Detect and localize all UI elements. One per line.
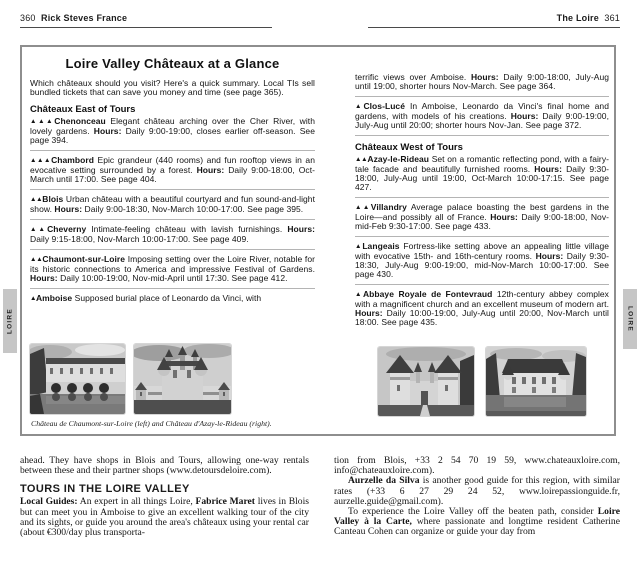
entry-name: Azay-le-Rideau [367, 154, 430, 164]
entry-name: Blois [42, 194, 64, 204]
entry-chambord [30, 156, 315, 184]
hours-label: Hours: [470, 72, 499, 82]
entry-name: Amboise [35, 293, 73, 303]
entry-clos-luce [355, 102, 609, 130]
entry-langeais [355, 242, 609, 279]
rating-triangles: ▲▲ [355, 204, 371, 211]
paragraph-loire-a-la-carte: To experience the Loire Valley off the beaten path, consider Loire Valley à la Carte, where passionate and longtime resident Catherine Canteau Cohen can organize or guide your day from [334, 506, 620, 538]
chateau-photo-round-towers [378, 347, 474, 416]
rating-triangles: ▲ [355, 103, 364, 110]
entry-hours: Daily 9:30-18:30, July-Aug 9:00-19:00, mid-Nov-March 10:00-17:00. See page 430. [355, 251, 609, 279]
rating-triangles: ▲▲▲ [30, 157, 52, 164]
paragraph-rental-shops: ahead. They have shops in Blois and Tours, allowing one-way rentals between these and their partner shops (www.detoursdeloire.com). [20, 455, 309, 477]
rating-triangles: ▲ [355, 291, 363, 298]
hours-label: Hours: [196, 165, 225, 175]
divider [30, 249, 315, 250]
margin-tab-loire-right: LOIRE [623, 289, 637, 349]
entry-desc: Supposed burial place of Leonardo da Vinci, with [74, 293, 262, 303]
run-aurzelle-da-silva: Aurzelle da Silva [348, 475, 420, 487]
entry-villandry [355, 203, 609, 231]
divider [355, 236, 609, 237]
entry-blois [30, 195, 315, 214]
paragraph-local-guides: Local Guides: An expert in all things Loire, Fabrice Maret lives in Blois but can meet you in Amboise to give an excellent walking tour of the city and its sights, or guide you around the area's châteaux using your rental car (about €300/day plus transporta- [20, 496, 309, 539]
rating-triangles: ▲▲ [30, 256, 43, 263]
hours-label: Hours: [535, 251, 564, 261]
hours-label: Hours: [510, 111, 539, 121]
divider [30, 288, 315, 289]
entry-amboise [30, 294, 315, 304]
hours-label: Hours: [355, 308, 383, 318]
body-column-right [334, 456, 620, 538]
entry-hours: Daily 10:00-19:00, July-Aug until 20:00, Nov-March until 18:00. See page 435. [355, 308, 609, 327]
running-head-right [368, 13, 620, 23]
glance-right-column [355, 53, 609, 327]
entry-amboise-continued [355, 73, 609, 91]
section-heading-tours: TOURS IN THE LOIRE VALLEY [20, 483, 190, 496]
running-head-left [20, 13, 127, 23]
entry-name: Abbaye Royale de Fontevraud [362, 289, 493, 299]
chateau-photo-pond-reflection [486, 347, 586, 416]
entry-fontevraud [355, 290, 609, 327]
margin-tab-loire-left: LOIRE [3, 289, 17, 353]
entry-azay [355, 155, 609, 192]
entry-desc: 12th-century abbey complex with a magnificent church and an excellent museum of modern art. [355, 289, 609, 309]
entry-name: Chenonceau [54, 116, 106, 126]
divider [30, 189, 315, 190]
photo-pair-left [30, 344, 231, 414]
entry-name: Cheverny [47, 224, 87, 234]
run-loire-valley-a-la-carte: Loire Valley à la Carte, [334, 506, 620, 528]
rating-triangles: ▲ [30, 295, 36, 302]
chapter-title: The Loire [556, 13, 599, 23]
entry-desc: Intimate-feeling château with lavish furnishings. [91, 224, 283, 234]
entry-hours: Daily 10:00-19:00, Nov-mid-April until 17:30. See page 412. [60, 273, 288, 283]
hours-label: Hours: [30, 273, 58, 283]
rating-triangles: ▲ [355, 243, 363, 250]
entry-desc: terrific views over Amboise. [355, 72, 467, 82]
divider [355, 197, 609, 198]
entry-hours: Daily 9:30-18:00, July-Aug until 19:00, Oct-March 10:00-17:15. See page 427. [355, 164, 609, 192]
hours-label: Hours: [534, 164, 562, 174]
entry-hours: Daily 9:15-18:00, Nov-March 10:00-17:00. See page 409. [30, 234, 249, 244]
paragraph-aurzelle: Aurzelle da Silva is another good guide for this region, with similar rates (+33 6 27 29 24 52, www.loirepassionguide.fr, aurzelle.guide@gmail.com). [334, 475, 620, 507]
paragraph-contact-continued: tion from Blois, +33 2 54 70 19 59, www.chateauxloire.com, info@chateauxloire.com). [334, 455, 620, 477]
entry-hours: Daily 9:00-18:00, July-Aug until 19:00, shorter hours Nov-March. See page 364. [355, 72, 609, 91]
sidebar-intro: Which châteaux should you visit? Here's a quick summary. Local TIs sell bundled tickets that can save you money and time (see page 365). [30, 78, 315, 97]
entry-name: Chambord [51, 155, 94, 165]
photo-pair-right [378, 347, 586, 416]
glance-sidebar-box [20, 45, 616, 436]
entry-cheverny [30, 225, 315, 244]
entry-desc: Urban château with a beautiful courtyard and fun sound-and-light show. [30, 194, 315, 214]
rating-triangles: ▲▲ [30, 226, 48, 233]
header-rule-left [20, 27, 272, 28]
entry-desc: Fortress-like setting above an appealing little village with evocative 15th- and 16th-century rooms. [355, 241, 609, 261]
entry-desc: Set on a romantic reflecting pond, with a fairy-tale facade and beautifully furnished rooms. [355, 154, 609, 174]
rating-triangles: ▲▲ [30, 196, 43, 203]
divider [355, 284, 609, 285]
glance-left-column [30, 53, 315, 304]
book-title: Rick Steves France [41, 13, 128, 23]
hours-label: Hours: [287, 224, 316, 234]
hours-label: Hours: [54, 204, 83, 214]
entry-name: Langeais [362, 241, 400, 251]
entry-desc: Average palace boasting the best gardens in the Loire—and possibly all of France. [355, 202, 609, 222]
entry-hours: Daily 9:00-19:00, closes earlier off-season. See page 394. [30, 126, 315, 145]
rating-triangles: ▲▲▲ [30, 118, 55, 125]
divider [355, 96, 609, 97]
section-heading-east: Châteaux East of Tours [30, 104, 136, 115]
entry-name: Chaumont-sur-Loire [42, 254, 126, 264]
run-local-guides-label: Local Guides: [20, 496, 78, 508]
divider [30, 150, 315, 151]
chateau-photo-turreted-facade [134, 344, 231, 414]
divider [355, 135, 609, 136]
entry-desc: In Amboise, Leonardo da Vinci's final home and gardens, with models of his creations. [355, 101, 609, 121]
photo-caption: Château de Chaumont-sur-Loire (left) and Château d'Azay-le-Rideau (right). [31, 419, 272, 428]
page-number-right: 361 [604, 13, 620, 23]
entry-hours: Daily 9:00-19:00, July-Aug until 20:00; shorter hours Nov-Jan. See page 372. [355, 111, 609, 130]
body-column-left [20, 456, 309, 538]
entry-hours: Daily 9:00-18:00, Nov-mid-Feb 9:30-17:00. See page 433. [355, 212, 610, 231]
header-rule-right [368, 27, 620, 28]
sidebar-title: Loire Valley Châteaux at a Glance [65, 56, 280, 71]
entry-hours: Daily 9:00-18:30, Nov-March 10:00-17:00. See page 395. [84, 204, 304, 214]
section-heading-west: Châteaux West of Tours [355, 142, 463, 153]
entry-chaumont [30, 255, 315, 283]
entry-desc: Imposing setting over the Loire River, notable for its historic connections to America and impressive Festival of Gardens. [30, 254, 315, 274]
divider [30, 219, 315, 220]
run-fabrice-maret: Fabrice Maret [195, 496, 256, 508]
chateau-photo-river-gallery [30, 344, 125, 414]
entry-desc: Epic grandeur (440 rooms) and fun rooftop views in an evocative setting surrounded by a forest. [30, 155, 315, 175]
entry-hours: Daily 9:00-18:00, Oct-March until 17:00. See page 404. [30, 165, 315, 184]
entry-chenonceau [30, 117, 315, 145]
hours-label: Hours: [93, 126, 122, 136]
page-number-left: 360 [20, 13, 36, 23]
entry-name: Clos-Lucé [363, 101, 405, 111]
entry-name: Villandry [370, 202, 407, 212]
hours-label: Hours: [490, 212, 518, 222]
rating-triangles: ▲▲ [355, 156, 368, 163]
entry-desc: Elegant château arching over the Cher River, with lovely gardens. [30, 116, 315, 136]
